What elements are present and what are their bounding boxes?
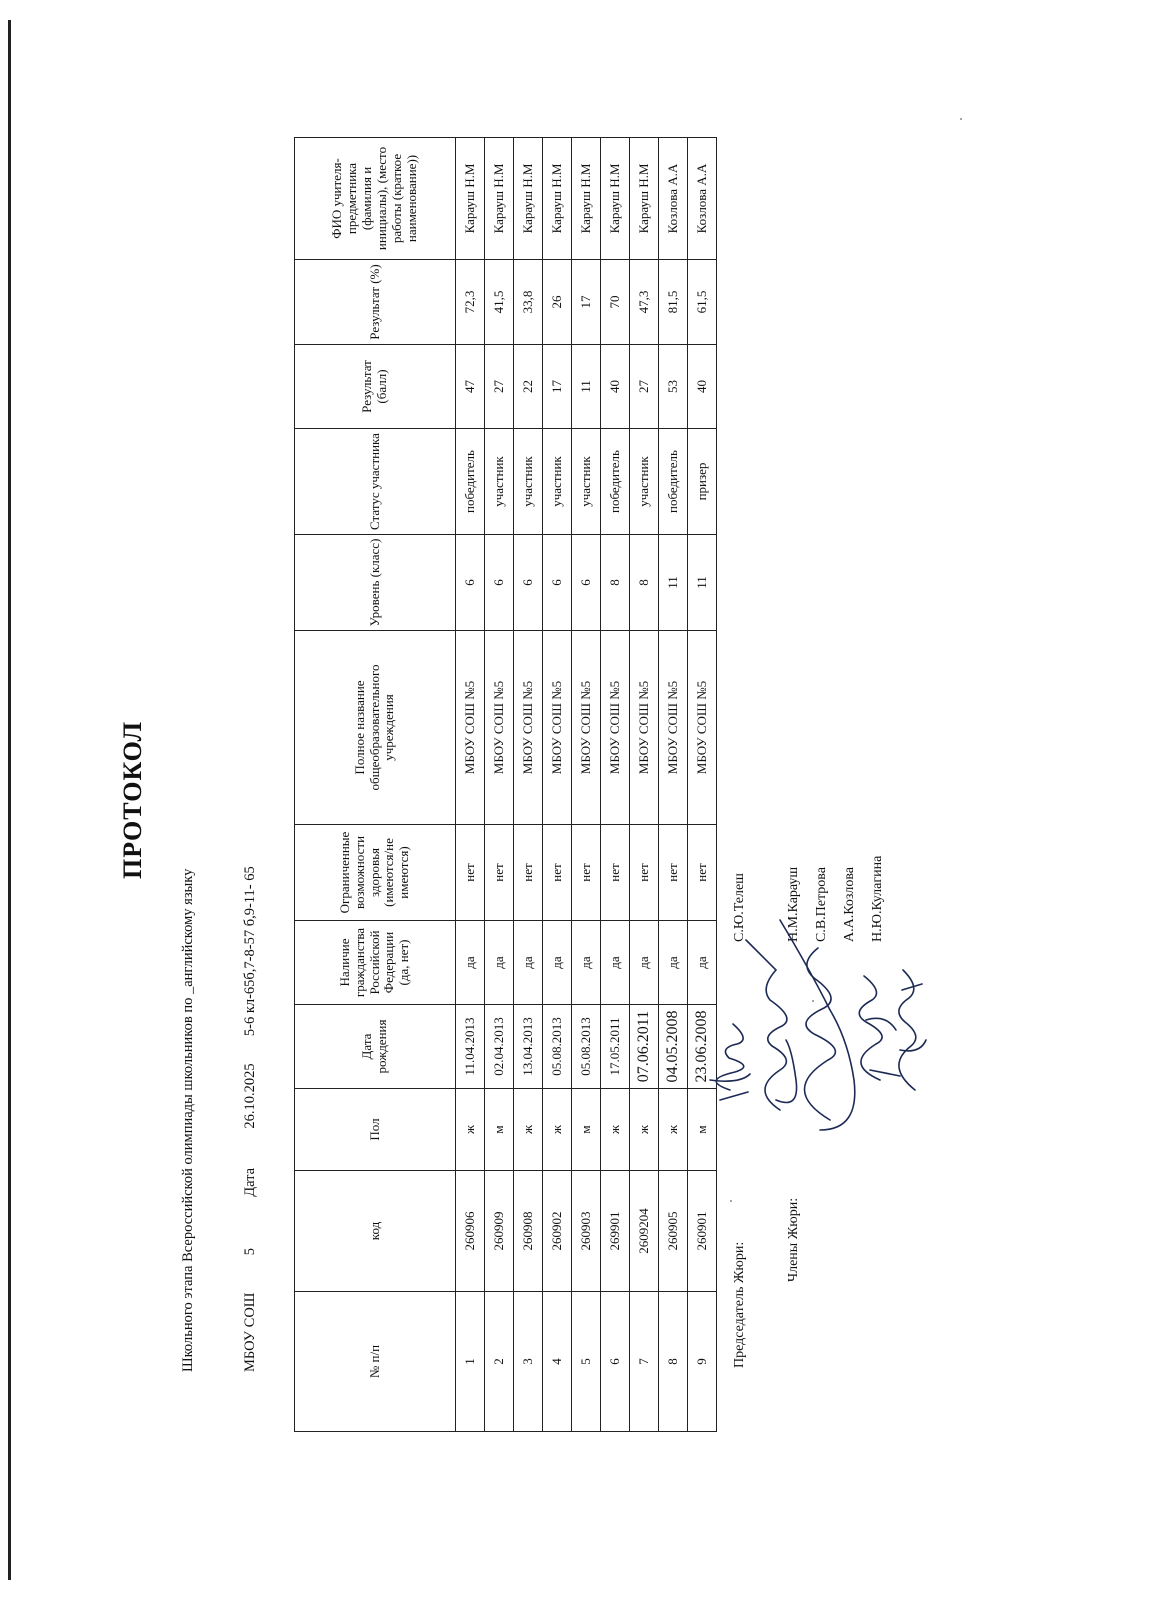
classes-max-scores: 5-6 кл-65б,7-8-57 б,9-11- 65 [242,866,258,1037]
table-row [659,138,688,1432]
disability-cell: нет [601,825,630,921]
status-cell: призер [688,429,717,535]
status-cell: участник [572,429,601,535]
row-number-cell: 5 [572,1292,601,1432]
table-row [485,138,514,1432]
status-cell: участник [543,429,572,535]
school-cell: МБОУ СОШ №5 [485,631,514,825]
citizenship-cell: да [543,921,572,1005]
percent-cell: 72,3 [456,260,485,345]
results-body [456,138,717,1432]
code-cell: 260901 [688,1171,717,1292]
school-cell: МБОУ СОШ №5 [572,631,601,825]
citizenship-cell: да [514,921,543,1005]
teacher-cell: Карауш Н.М [543,138,572,260]
header-cell: Наличие гражданства Российской Федерации (да, нет) [295,921,456,1005]
school-cell: МБОУ СОШ №5 [688,631,717,825]
handwritten-signatures [690,890,930,1140]
birth-date-cell: 04.05.2008 [659,1005,688,1089]
code-cell: 260908 [514,1171,543,1292]
row-number-cell: 8 [659,1292,688,1432]
birth-date-cell: 05.08.2013 [543,1005,572,1089]
score-cell: 17 [543,345,572,429]
citizenship-cell: да [688,921,717,1005]
disability-cell: нет [572,825,601,921]
teacher-cell: Карауш Н.М [630,138,659,260]
code-cell: 260906 [456,1171,485,1292]
table-row [572,138,601,1432]
grade-cell: 6 [543,535,572,631]
header-cell: Статус участника [295,429,456,535]
birth-date-cell: 07.06.2011 [630,1005,659,1089]
disability-cell: нет [688,825,717,921]
school-cell: МБОУ СОШ №5 [514,631,543,825]
table-row [688,138,717,1432]
jury-member-name: Н.Ю.Кулагина [870,855,885,942]
score-cell: 47 [456,345,485,429]
header-cell: Дата рождения [295,1005,456,1089]
code-cell: 269901 [601,1171,630,1292]
grade-cell: 8 [601,535,630,631]
citizenship-cell: да [601,921,630,1005]
status-cell: победитель [601,429,630,535]
row-number-cell: 9 [688,1292,717,1432]
header-cell: Пол [295,1089,456,1171]
row-number-cell: 3 [514,1292,543,1432]
code-cell: 260903 [572,1171,601,1292]
school-cell: МБОУ СОШ №5 [659,631,688,825]
percent-cell: 47,3 [630,260,659,345]
school-cell: МБОУ СОШ №5 [543,631,572,825]
school-cell: МБОУ СОШ №5 [601,631,630,825]
teacher-cell: Карауш Н.М [456,138,485,260]
school-number: 5 [242,1248,258,1256]
percent-cell: 33,8 [514,260,543,345]
jury-member-name: Н.М.Карауш [786,866,801,942]
citizenship-cell: да [630,921,659,1005]
table-row [630,138,659,1432]
table-header-row [295,138,456,1432]
header-cell: код [295,1171,456,1292]
jury-member-name: А.А.Козлова [842,866,857,942]
score-cell: 22 [514,345,543,429]
row-number-cell: 1 [456,1292,485,1432]
gender-cell: ж [514,1089,543,1171]
gender-cell: ж [456,1089,485,1171]
header-cell: Результат (балл) [295,345,456,429]
status-cell: участник [514,429,543,535]
teacher-cell: Козлова А.А [659,138,688,260]
teacher-cell: Карауш Н.М [601,138,630,260]
table-row [543,138,572,1432]
percent-cell: 70 [601,260,630,345]
percent-cell: 81,5 [659,260,688,345]
citizenship-cell: да [659,921,688,1005]
birth-date-cell: 13.04.2013 [514,1005,543,1089]
gender-cell: ж [659,1089,688,1171]
percent-cell: 26 [543,260,572,345]
row-number-cell: 2 [485,1292,514,1432]
teacher-cell: Карауш Н.М [485,138,514,260]
members-label: Члены Жюри: [786,1197,801,1282]
disability-cell: нет [485,825,514,921]
status-cell: участник [630,429,659,535]
disability-cell: нет [514,825,543,921]
disability-cell: нет [456,825,485,921]
table-row [514,138,543,1432]
citizenship-cell: да [572,921,601,1005]
grade-cell: 6 [485,535,514,631]
gender-cell: ж [543,1089,572,1171]
birth-date-cell: 11.04.2013 [456,1005,485,1089]
table-row [456,138,485,1432]
disability-cell: нет [543,825,572,921]
row-number-cell: 6 [601,1292,630,1432]
score-cell: 53 [659,345,688,429]
birth-date-cell: 02.04.2013 [485,1005,514,1089]
document-meta [242,866,259,1372]
birth-date-cell: 05.08.2013 [572,1005,601,1089]
gender-cell: ж [601,1089,630,1171]
header-cell: Уровень (класс) [295,535,456,631]
score-cell: 27 [630,345,659,429]
gender-cell: м [688,1089,717,1171]
school-name: МБОУ СОШ [242,1292,258,1372]
teacher-cell: Карауш Н.М [572,138,601,260]
percent-cell: 41,5 [485,260,514,345]
school-cell: МБОУ СОШ №5 [456,631,485,825]
document-subtitle: Школьного этапа Всероссийской олимпиады школьников по _английскому языку [180,868,196,1372]
teacher-cell: Козлова А.А [688,138,717,260]
code-cell: 260902 [543,1171,572,1292]
grade-cell: 8 [630,535,659,631]
code-cell: 2609204 [630,1171,659,1292]
score-cell: 40 [601,345,630,429]
row-number-cell: 7 [630,1292,659,1432]
birth-date-cell: 17.05.2011 [601,1005,630,1089]
status-cell: победитель [659,429,688,535]
school-cell: МБОУ СОШ №5 [630,631,659,825]
gender-cell: ж [630,1089,659,1171]
grade-cell: 6 [456,535,485,631]
citizenship-cell: да [456,921,485,1005]
status-cell: победитель [456,429,485,535]
header-cell: Ограниченные возможности здоровья (имеются/не имеются) [295,825,456,921]
header-cell: ФИО учителя-предметника (фамилия и инициалы), (место работы (краткое наименование)) [295,138,456,260]
code-cell: 260905 [659,1171,688,1292]
grade-cell: 11 [688,535,717,631]
percent-cell: 61,5 [688,260,717,345]
results-table [294,137,717,1432]
chair-label: Председатель Жюри: [732,1241,747,1368]
score-cell: 11 [572,345,601,429]
citizenship-cell: да [485,921,514,1005]
score-cell: 27 [485,345,514,429]
gender-cell: м [572,1089,601,1171]
birth-date-cell: 23.06.2008 [688,1005,717,1089]
row-number-cell: 4 [543,1292,572,1432]
document-title: ПРОТОКОЛ [118,721,147,879]
grade-cell: 6 [572,535,601,631]
header-cell: Полное название общеобразовательного учреждения [295,631,456,825]
disability-cell: нет [659,825,688,921]
score-cell: 40 [688,345,717,429]
table-row [601,138,630,1432]
olympiad-date: 26.10.2025 [242,1063,258,1129]
header-cell: Результат (%) [295,260,456,345]
header-cell: № п/п [295,1292,456,1432]
percent-cell: 17 [572,260,601,345]
date-label: Дата [242,1167,258,1197]
chair-name: С.Ю.Телеш [732,873,747,942]
grade-cell: 11 [659,535,688,631]
jury-member-name: С.В.Петрова [814,867,829,942]
status-cell: участник [485,429,514,535]
disability-cell: нет [630,825,659,921]
code-cell: 260909 [485,1171,514,1292]
teacher-cell: Карауш Н.М [514,138,543,260]
gender-cell: м [485,1089,514,1171]
grade-cell: 6 [514,535,543,631]
